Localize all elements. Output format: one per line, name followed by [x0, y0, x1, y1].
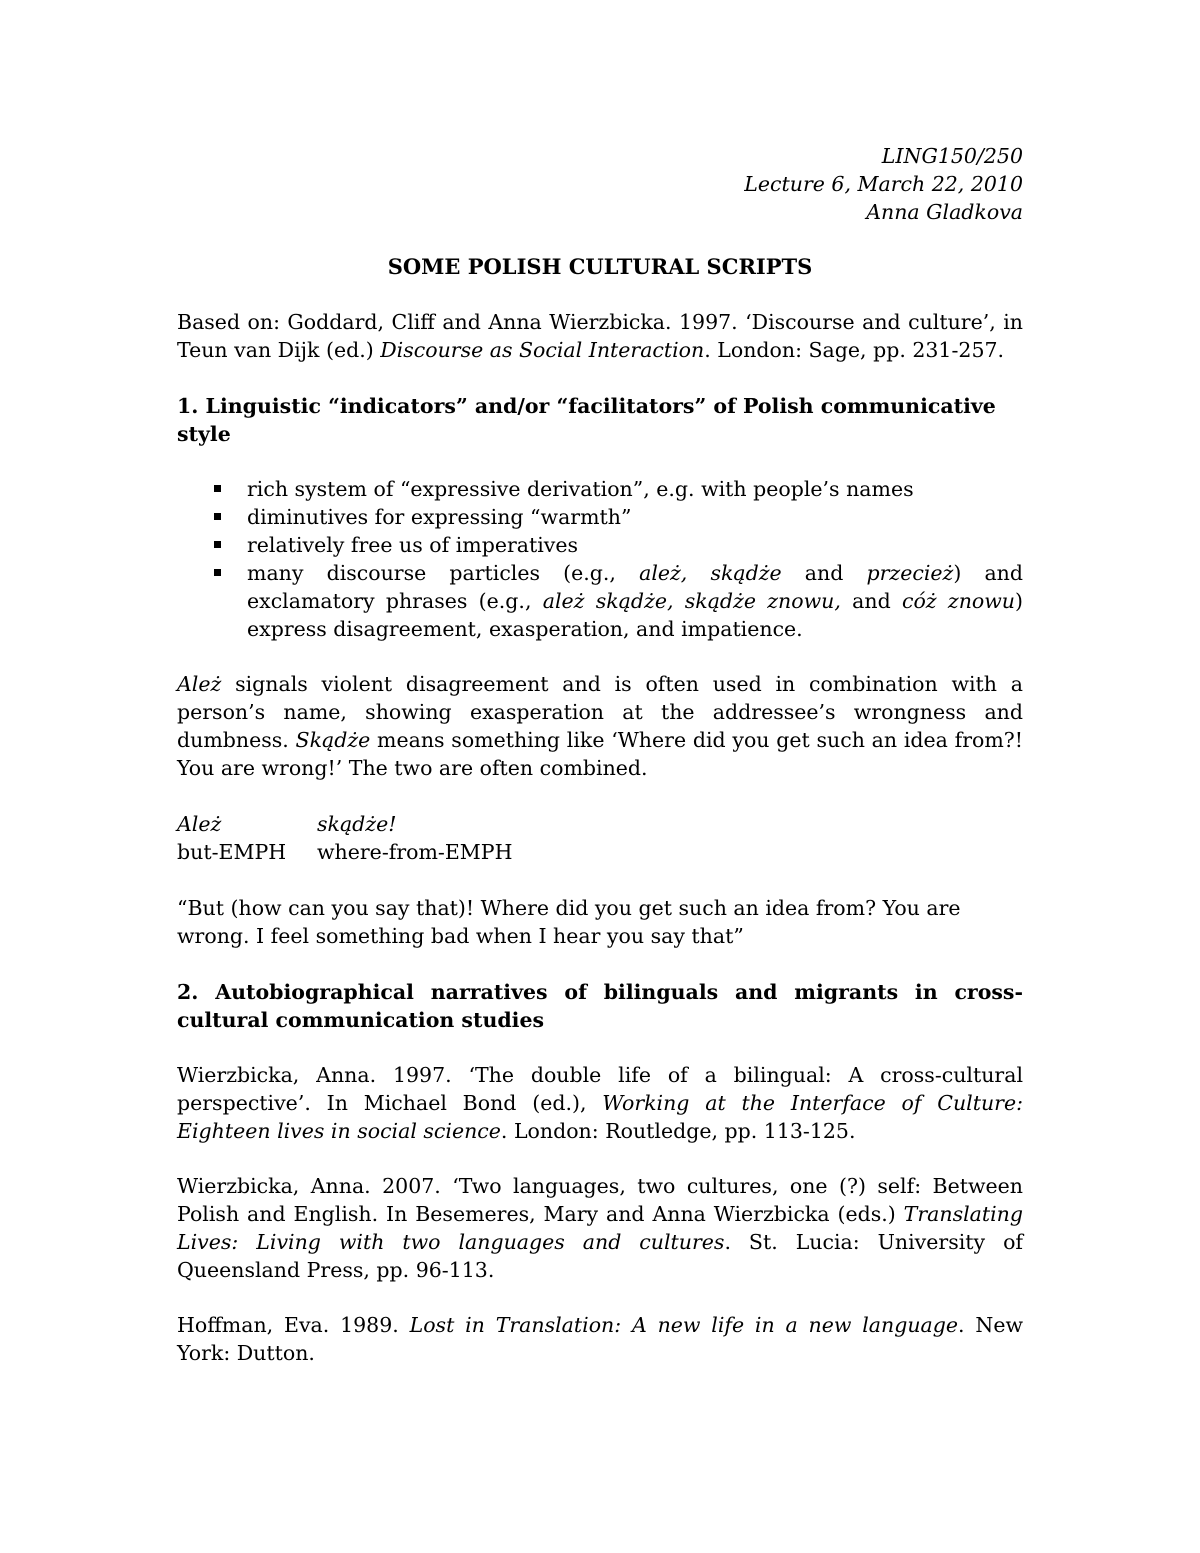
- course-code: LING150/250: [881, 144, 1023, 168]
- gloss-translation: “But (how can you say that)! Where did you get such an idea from? You are wrong. I feel something bad when I hear you say that”: [177, 896, 961, 948]
- list-item: many discourse particles (e.g., ależ, skądże and przecież) and exclamatory phrases (e.g., ależ skądże, skądże znowu, and cóż znowu) express disagreement, exasperation, and impatience.: [177, 559, 1023, 643]
- author-name: Anna Gladkova: [866, 200, 1023, 224]
- reference-entry: Hoffman, Eva. 1989. Lost in Translation: A new life in a new language. New York: Dutton.: [177, 1313, 1023, 1365]
- list-item: diminutives for expressing “warmth”: [177, 503, 1023, 531]
- section-2-heading: 2. Autobiographical narratives of bilinguals and migrants in cross-cultural communication studies: [177, 980, 1023, 1032]
- reference-entry: Wierzbicka, Anna. 2007. ‘Two languages, two cultures, one (?) self: Between Polish and English. In Besemeres, Mary and Anna Wierzbicka (eds.) Translating Lives: Living with two languages and cultures. St. Lucia: University of Queensland Press, pp. 96-113.: [177, 1174, 1023, 1282]
- document-title: SOME POLISH CULTURAL SCRIPTS: [387, 254, 813, 279]
- square-bullet-icon: [214, 513, 221, 520]
- cited-book-title: Discourse as Social Interaction: [380, 338, 705, 362]
- gloss-meaning: but-EMPH: [177, 840, 287, 864]
- gloss-glosses-row: [177, 838, 1023, 866]
- square-bullet-icon: [214, 569, 221, 576]
- gloss-words-row: [177, 810, 1023, 838]
- gloss-word: Ależ: [177, 812, 222, 836]
- list-item: relatively free us of imperatives: [177, 531, 1023, 559]
- list-item: rich system of “expressive derivation”, e.g. with people’s names: [177, 475, 1023, 503]
- ALEZ-explanation-paragraph: Ależ signals violent disagreement and is often used in combination with a person’s name, showing exasperation at the addressee’s wrongness and dumbness. Skądże means something like ‘Where did you get such an idea from?! You are wrong!’ The two are often combined.: [177, 672, 1023, 780]
- lecture-info: Lecture 6, March 22, 2010: [744, 172, 1023, 196]
- section-1-heading: 1. Linguistic “indicators” and/or “facilitators” of Polish communicative style: [177, 394, 996, 446]
- document-header: [177, 142, 1023, 226]
- based-on-citation: Based on: Goddard, Cliff and Anna Wierzbicka. 1997. ‘Discourse and culture’, in Teun van Dijk (ed.) Discourse as Social Interaction. London: Sage, pp. 231-257.: [177, 310, 1023, 362]
- gloss-word: skądże!: [317, 812, 397, 836]
- document-page: [177, 142, 1023, 1367]
- indicator-list: [177, 475, 1023, 643]
- gloss-meaning: where-from-EMPH: [317, 840, 513, 864]
- interlinear-gloss: [177, 810, 1023, 866]
- square-bullet-icon: [214, 541, 221, 548]
- reference-entry: Wierzbicka, Anna. 1997. ‘The double life of a bilingual: A cross-cultural perspective’. In Michael Bond (ed.), Working at the Interface of Culture: Eighteen lives in social science. London: Routledge, pp. 113-125.: [177, 1063, 1023, 1143]
- square-bullet-icon: [214, 485, 221, 492]
